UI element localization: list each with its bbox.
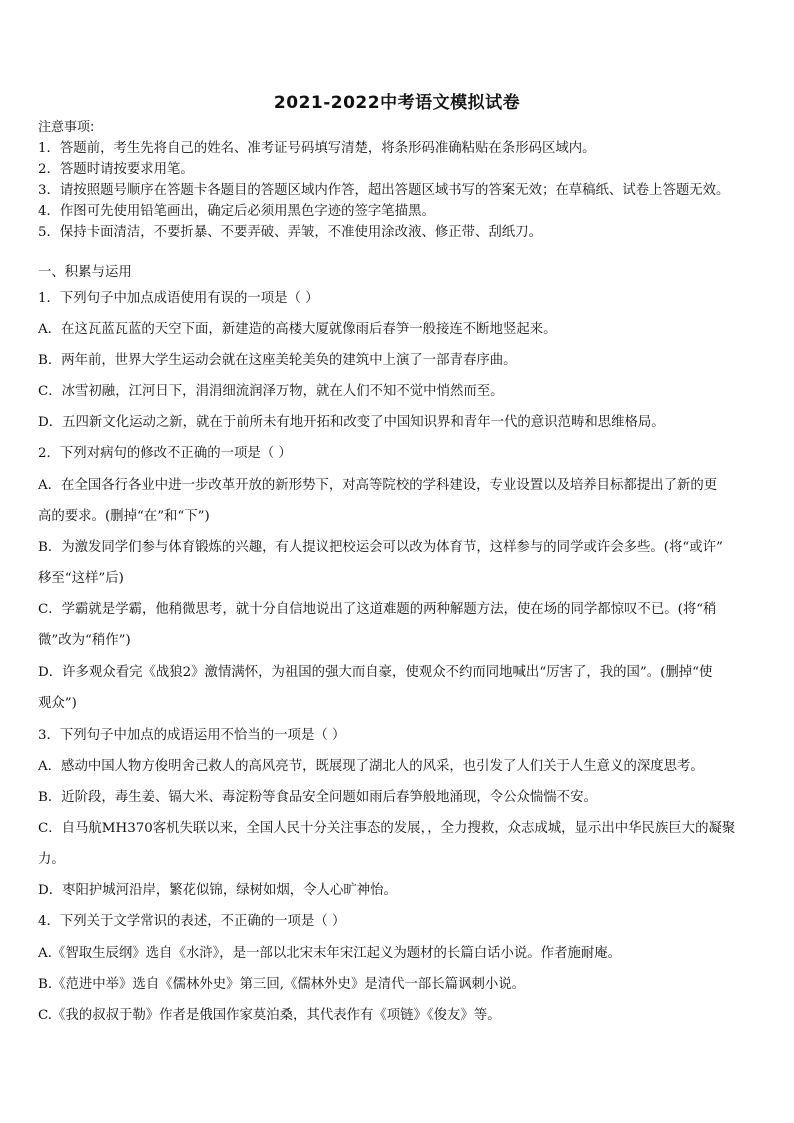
q2-stem: 2．下列对病句的修改不正确的一项是（ ） <box>38 446 292 461</box>
q3-option-b: B．近阶段，毒生姜、镉大米、毒淀粉等食品安全问题如雨后春笋般地涌现，令公众惴惴不安。 <box>38 790 597 805</box>
notice-item-5: 5．保持卡面清洁，不要折暴、不要弄破、弄皱，不准使用涂改液、修正带、刮纸刀。 <box>38 225 542 240</box>
q2-option-c-line1: C．学霸就是学霸，他稍微思考，就十分自信地说出了这道难题的两种解题方法，使在场的同学都惊叹不已。(将“稍 <box>38 602 717 617</box>
q3-option-c-line2: 力。 <box>38 852 65 867</box>
notice-item-3: 3．请按照题号顺序在答题卡各题目的答题区域内作答，超出答题区域书写的答案无效；在草稿纸、试卷上答题无效。 <box>38 183 730 198</box>
q2-option-d-line1: D．许多观众看完《战狼2》激情满怀，为祖国的强大而自豪，使观众不约而同地喊出“厉害了，我的国”。(删掉“使 <box>38 665 713 680</box>
notice-item-1: 1．答题前，考生先将自己的姓名、准考证号码填写清楚，将条形码准确粘贴在条形码区域内。 <box>38 141 596 156</box>
q1-option-b: B．两年前，世界大学生运动会就在这座美轮美奂的建筑中上演了一部青春序曲。 <box>38 353 517 368</box>
q4-option-c: C.《我的叔叔于勒》作者是俄国作家莫泊桑，其代表作有《项链》《俊友》等。 <box>38 1008 501 1023</box>
section-heading: 一、积累与运用 <box>38 265 132 280</box>
q1-stem: 1．下列句子中加点成语使用有误的一项是（ ） <box>38 291 319 306</box>
q2-option-b-line2: 移至“这样”后) <box>38 571 124 586</box>
q4-stem: 4．下列关于文学常识的表述，不正确的一项是（ ） <box>38 914 346 929</box>
q4-option-b: B.《范进中举》选自《儒林外史》第三回,《儒林外史》是清代一部长篇讽刺小说。 <box>38 977 526 992</box>
q3-option-d: D．枣阳护城河沿岸，繁花似锦，绿树如烟，令人心旷神怡。 <box>38 883 397 898</box>
q3-stem: 3．下列句子中加点的成语运用不恰当的一项是（ ） <box>38 728 346 743</box>
q3-option-a: A．感动中国人物方俊明舍己救人的高风亮节，既展现了湖北人的风采，也引发了人们关于人生意义的深度思考。 <box>38 759 704 774</box>
exam-title: 2021-2022中考语文模拟试卷 <box>273 93 521 113</box>
q2-option-a-line1: A．在全国各行各业中进一步改革开放的新形势下，对高等院校的学科建设，专业设置以及培养目标都提出了新的更 <box>38 478 718 493</box>
q2-option-a-line2: 高的要求。(删掉“在”和“下”) <box>38 509 210 524</box>
q3-option-c-line1: C．自马航MH370客机失联以来，全国人民十分关注事态的发展，，全力搜救，众志成城，显示出中华民族巨大的凝聚 <box>38 821 736 836</box>
q4-option-a: A.《智取生辰纲》选自《水浒》，是一部以北宋末年宋江起义为题材的长篇白话小说。作者施耐庵。 <box>38 946 622 961</box>
q1-option-c: C．冰雪初融，江河日下，涓涓细流润泽万物，就在人们不知不觉中悄然而至。 <box>38 384 504 399</box>
q2-option-d-line2: 观众”) <box>38 696 77 711</box>
q1-option-a: A．在这瓦蓝瓦蓝的天空下面，新建造的高楼大厦就像雨后春笋一般接连不断地竖起来。 <box>38 322 557 337</box>
q2-option-c-line2: 微”改为“稍作”) <box>38 633 131 648</box>
notice-item-2: 2．答题时请按要求用笔。 <box>38 162 194 177</box>
notice-item-4: 4．作图可先使用铅笔画出，确定后必须用黑色字迹的签字笔描黑。 <box>38 204 435 219</box>
notice-heading: 注意事项: <box>38 120 95 135</box>
q1-option-d: D．五四新文化运动之新，就在于前所未有地开拓和改变了中国知识界和青年一代的意识范畴和思维格局。 <box>38 415 665 430</box>
q2-option-b-line1: B．为激发同学们参与体育锻炼的兴趣，有人提议把校运会可以改为体育节，这样参与的同学或许会多些。(将“或许” <box>38 540 723 555</box>
